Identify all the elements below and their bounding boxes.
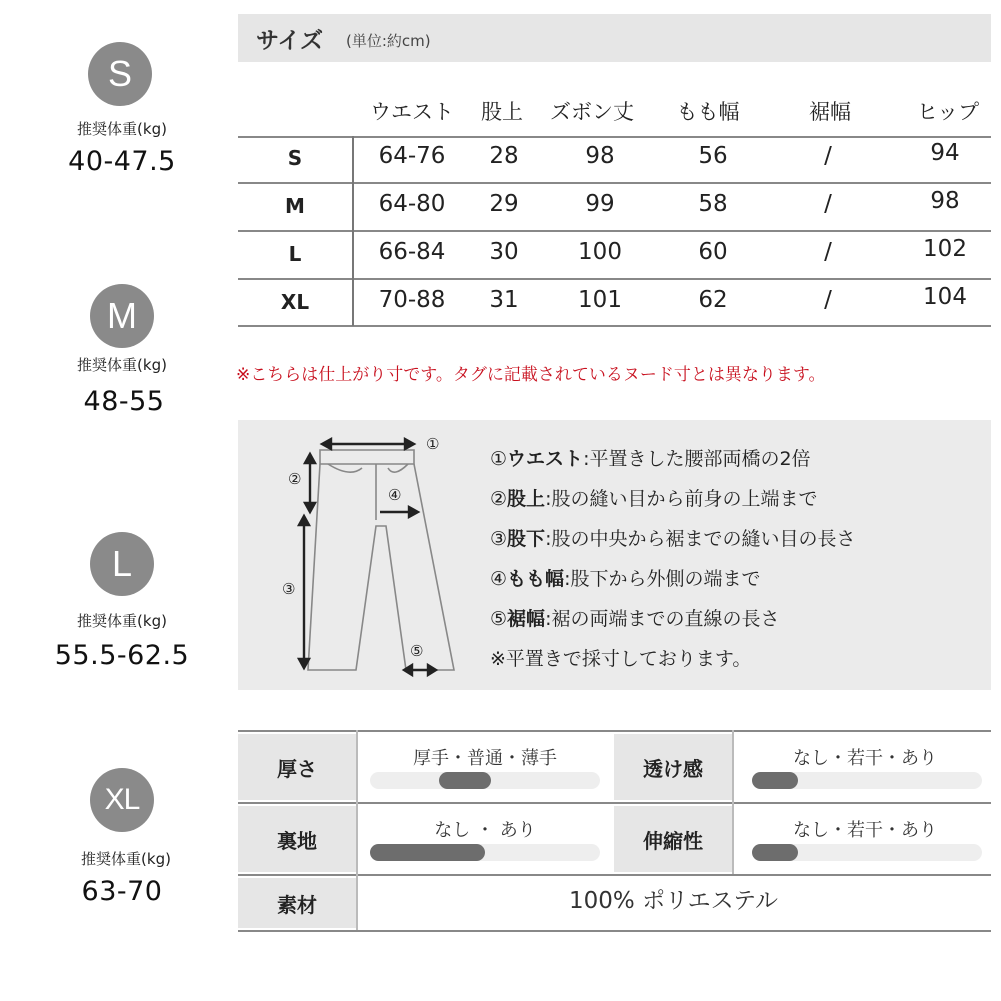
transparency-label: 透け感 (614, 734, 732, 800)
row-label-s: S (287, 146, 303, 170)
legend-num: ② (490, 488, 508, 510)
table-cell: 58 (698, 191, 728, 217)
table-cell: 94 (930, 140, 960, 166)
table-divider (238, 802, 991, 804)
weight-label-m: 推奨体重(kg) (77, 356, 167, 374)
lining-level (370, 844, 485, 861)
row-label-xl: XL (280, 290, 310, 314)
table-divider (238, 325, 991, 327)
table-cell: / (824, 191, 832, 217)
row-label-l: L (288, 242, 302, 266)
table-cell: 60 (698, 239, 728, 265)
table-cell: / (824, 287, 832, 313)
marker-3: ③ (282, 580, 296, 598)
finished-size-note: ※こちらは仕上がり寸です。タグに記載されているヌード寸とは異なります。 (236, 365, 826, 385)
table-cell: 29 (489, 191, 519, 217)
table-cell: 28 (489, 143, 519, 169)
lining-scale: なし ・ あり (434, 820, 536, 841)
marker-1: ① (426, 435, 440, 453)
col-header-rise: 股上 (481, 100, 523, 124)
legend-num: ③ (490, 528, 508, 550)
marker-5: ⑤ (410, 642, 424, 660)
weight-value-xl: 63-70 (81, 876, 163, 907)
table-cell: 101 (578, 287, 622, 313)
table-cell: 31 (489, 287, 519, 313)
size-table-title: サイズ (256, 28, 324, 54)
table-cell: 98 (585, 143, 615, 169)
table-cell: / (824, 239, 832, 265)
legend-term: もも幅 (507, 568, 565, 590)
legend-term: ウエスト (507, 448, 584, 470)
weight-value-l: 55.5-62.5 (54, 640, 190, 671)
table-cell: 70-88 (378, 287, 446, 313)
table-column-divider (352, 136, 354, 326)
table-divider (238, 930, 991, 932)
size-badge-s: S (88, 42, 152, 106)
table-cell: 102 (923, 236, 967, 262)
marker-4: ④ (388, 486, 402, 504)
col-header-hip: ヒップ (916, 100, 980, 124)
weight-label-l: 推奨体重(kg) (77, 612, 167, 630)
table-divider (238, 730, 991, 732)
weight-label-xl: 推奨体重(kg) (81, 850, 171, 868)
legend-desc: :股の縫い目から前身の上端まで (545, 488, 818, 510)
thickness-scale: 厚手・普通・薄手 (413, 748, 557, 769)
table-cell: 56 (698, 143, 728, 169)
legend-waist (490, 444, 811, 471)
table-cell: 99 (585, 191, 615, 217)
table-divider (238, 278, 991, 280)
thickness-label: 厚さ (238, 734, 356, 800)
legend-num: ① (490, 448, 508, 470)
stretch-level (752, 844, 798, 861)
table-cell: 64-76 (378, 143, 446, 169)
table-divider (238, 874, 991, 876)
col-header-hem: 裾幅 (809, 100, 851, 124)
table-cell: 62 (698, 287, 728, 313)
size-badge-l: L (90, 532, 154, 596)
stretch-label: 伸縮性 (614, 806, 732, 872)
legend-thigh (490, 564, 760, 591)
legend-desc: :平置きした腰部両橋の2倍 (583, 448, 811, 470)
legend-term: 裾幅 (507, 608, 546, 630)
table-divider (238, 230, 991, 232)
table-cell: 100 (578, 239, 622, 265)
thickness-level (439, 772, 491, 789)
material-value: 100% ポリエステル (569, 888, 778, 914)
transparency-scale: なし・若干・あり (793, 748, 937, 769)
col-header-thigh: もも幅 (676, 100, 740, 124)
legend-rise (490, 484, 817, 511)
weight-value-s: 40-47.5 (68, 146, 176, 177)
legend-num: ④ (490, 568, 508, 590)
table-column-divider (356, 730, 358, 930)
legend-num: ⑤ (490, 608, 508, 630)
lining-label: 裏地 (238, 806, 356, 872)
row-label-m: M (285, 194, 305, 218)
legend-term: 股下 (507, 528, 546, 550)
weight-value-m: 48-55 (83, 386, 165, 417)
legend-desc: :裾の両端までの直線の長さ (545, 608, 780, 630)
transparency-level (752, 772, 798, 789)
col-header-waist: ウエスト (370, 100, 454, 124)
table-cell: 98 (930, 188, 960, 214)
legend-footnote: ※平置きで採寸しております。 (490, 648, 752, 670)
size-table-unit: (単位:約cm) (346, 32, 431, 50)
material-label: 素材 (238, 878, 356, 928)
marker-2: ② (288, 470, 302, 488)
table-cell: 66-84 (378, 239, 446, 265)
table-cell: / (824, 143, 832, 169)
legend-term: 股上 (507, 488, 546, 510)
table-divider (238, 182, 991, 184)
table-cell: 64-80 (378, 191, 446, 217)
col-header-length: ズボン丈 (550, 100, 634, 124)
table-cell: 104 (923, 284, 967, 310)
legend-desc: :股下から外側の端まで (564, 568, 761, 590)
legend-hem (490, 604, 779, 631)
table-column-divider (732, 730, 734, 874)
table-cell: 30 (489, 239, 519, 265)
weight-label-s: 推奨体重(kg) (77, 120, 167, 138)
size-table-header (238, 14, 991, 62)
stretch-scale: なし・若干・あり (793, 820, 937, 841)
legend-desc: :股の中央から裾までの縫い目の長さ (545, 528, 856, 550)
size-badge-m: M (90, 284, 154, 348)
legend-inseam (490, 524, 855, 551)
table-divider (238, 136, 991, 138)
size-badge-xl: XL (90, 768, 154, 832)
